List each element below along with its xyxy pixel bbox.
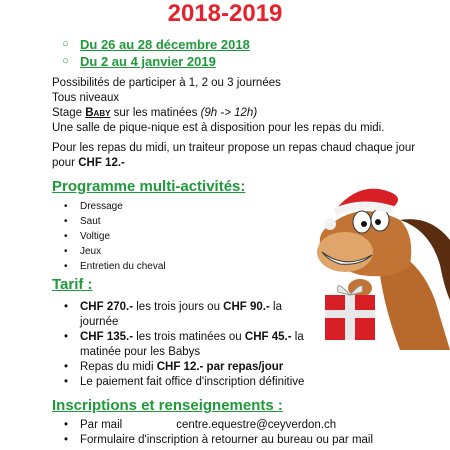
list-item-text: Dressage xyxy=(80,201,123,212)
stage-time: (9h -> 12h) xyxy=(200,107,258,119)
list-item xyxy=(64,300,310,330)
price-bold: CHF 12.- par repas/jour xyxy=(156,361,284,373)
bullet-icon: • xyxy=(64,376,69,388)
gift-ribbon-horizontal xyxy=(325,310,375,318)
section-heading-inscriptions: Inscriptions et renseignements : xyxy=(52,397,283,414)
list-item-text: Voltige xyxy=(80,231,111,242)
bullet-icon: • xyxy=(64,331,69,343)
circle-bullet-icon: ○ xyxy=(62,55,69,67)
intro-line: Possibilités de participer à 1, 2 ou 3 journées xyxy=(52,77,281,89)
bullet-icon: • xyxy=(64,231,68,242)
bullet-icon: • xyxy=(64,246,68,257)
baby-label: Baby xyxy=(85,107,111,119)
stage-mid: sur les matinées xyxy=(110,107,201,119)
list-item xyxy=(64,360,310,375)
date-text: Du 2 au 4 janvier 2019 xyxy=(80,54,216,69)
list-item xyxy=(64,244,166,259)
list-item xyxy=(64,214,166,229)
price-bold: CHF 45.- xyxy=(244,331,292,343)
intro-line: Tous niveaux xyxy=(52,92,120,104)
list-item xyxy=(64,418,440,433)
date-item xyxy=(62,36,250,53)
mail-address-link[interactable]: centre.equestre@ceyverdon.ch xyxy=(176,419,337,431)
price-text: Repas du midi xyxy=(80,361,157,373)
section-heading-programme: Programme multi-activités: xyxy=(52,178,246,195)
list-item xyxy=(64,259,166,274)
inscriptions-list xyxy=(64,418,440,448)
traiteur-price: CHF 12.- xyxy=(78,157,125,169)
traiteur-text: Pour les repas du midi, un traiteur propose un repas chaud chaque jour pour xyxy=(52,142,416,169)
stage-prefix: Stage xyxy=(52,107,86,119)
price-bold: CHF 270.- xyxy=(80,301,134,313)
section-heading-tarif: Tarif : xyxy=(52,276,93,293)
programme-list xyxy=(64,199,166,274)
dates-list xyxy=(62,36,250,70)
price-text: les trois matinées ou xyxy=(133,331,245,343)
bullet-icon: • xyxy=(64,301,69,313)
bullet-icon: • xyxy=(64,434,69,446)
page-title: 2018-2019 xyxy=(167,0,283,27)
intro-line: Une salle de pique-nique est à disposition pour les repas du midi. xyxy=(52,122,385,134)
price-text: Le paiement fait office d'inscription définitive xyxy=(80,376,305,388)
list-item xyxy=(64,433,440,448)
bullet-icon: • xyxy=(64,361,69,373)
list-item-text: Saut xyxy=(80,216,101,227)
circle-bullet-icon: ○ xyxy=(62,38,69,50)
mail-label: Par mail xyxy=(80,419,123,431)
price-text: la journée xyxy=(80,301,282,328)
list-item-text: Jeux xyxy=(80,246,102,257)
list-item xyxy=(64,330,310,360)
bullet-icon: • xyxy=(64,201,68,212)
list-item xyxy=(64,199,166,214)
tarif-list xyxy=(64,300,310,390)
form-text: Formulaire d'inscription à retourner au bureau ou par mail xyxy=(80,434,374,446)
date-text: Du 26 au 28 décembre 2018 xyxy=(80,37,250,52)
intro-paragraph xyxy=(52,76,432,136)
list-item xyxy=(64,229,166,244)
price-text: les trois jours ou xyxy=(133,301,224,313)
horse-santa-illustration xyxy=(300,180,450,350)
price-text: la matinée pour les Babys xyxy=(80,331,304,358)
horse-muzzle xyxy=(317,232,373,272)
list-item xyxy=(64,375,310,390)
bullet-icon: • xyxy=(64,216,68,227)
bullet-icon: • xyxy=(64,261,68,272)
stage-line xyxy=(52,106,432,121)
date-item xyxy=(62,53,250,70)
horse-pupil xyxy=(361,221,367,227)
santa-hat-pompom xyxy=(324,218,336,230)
horse-pupil xyxy=(375,219,381,225)
price-bold: CHF 90.- xyxy=(223,301,270,313)
price-bold: CHF 135.- xyxy=(80,331,134,343)
traiteur-paragraph xyxy=(52,141,432,171)
bullet-icon: • xyxy=(64,419,69,431)
list-item-text: Entretien du cheval xyxy=(80,261,166,272)
